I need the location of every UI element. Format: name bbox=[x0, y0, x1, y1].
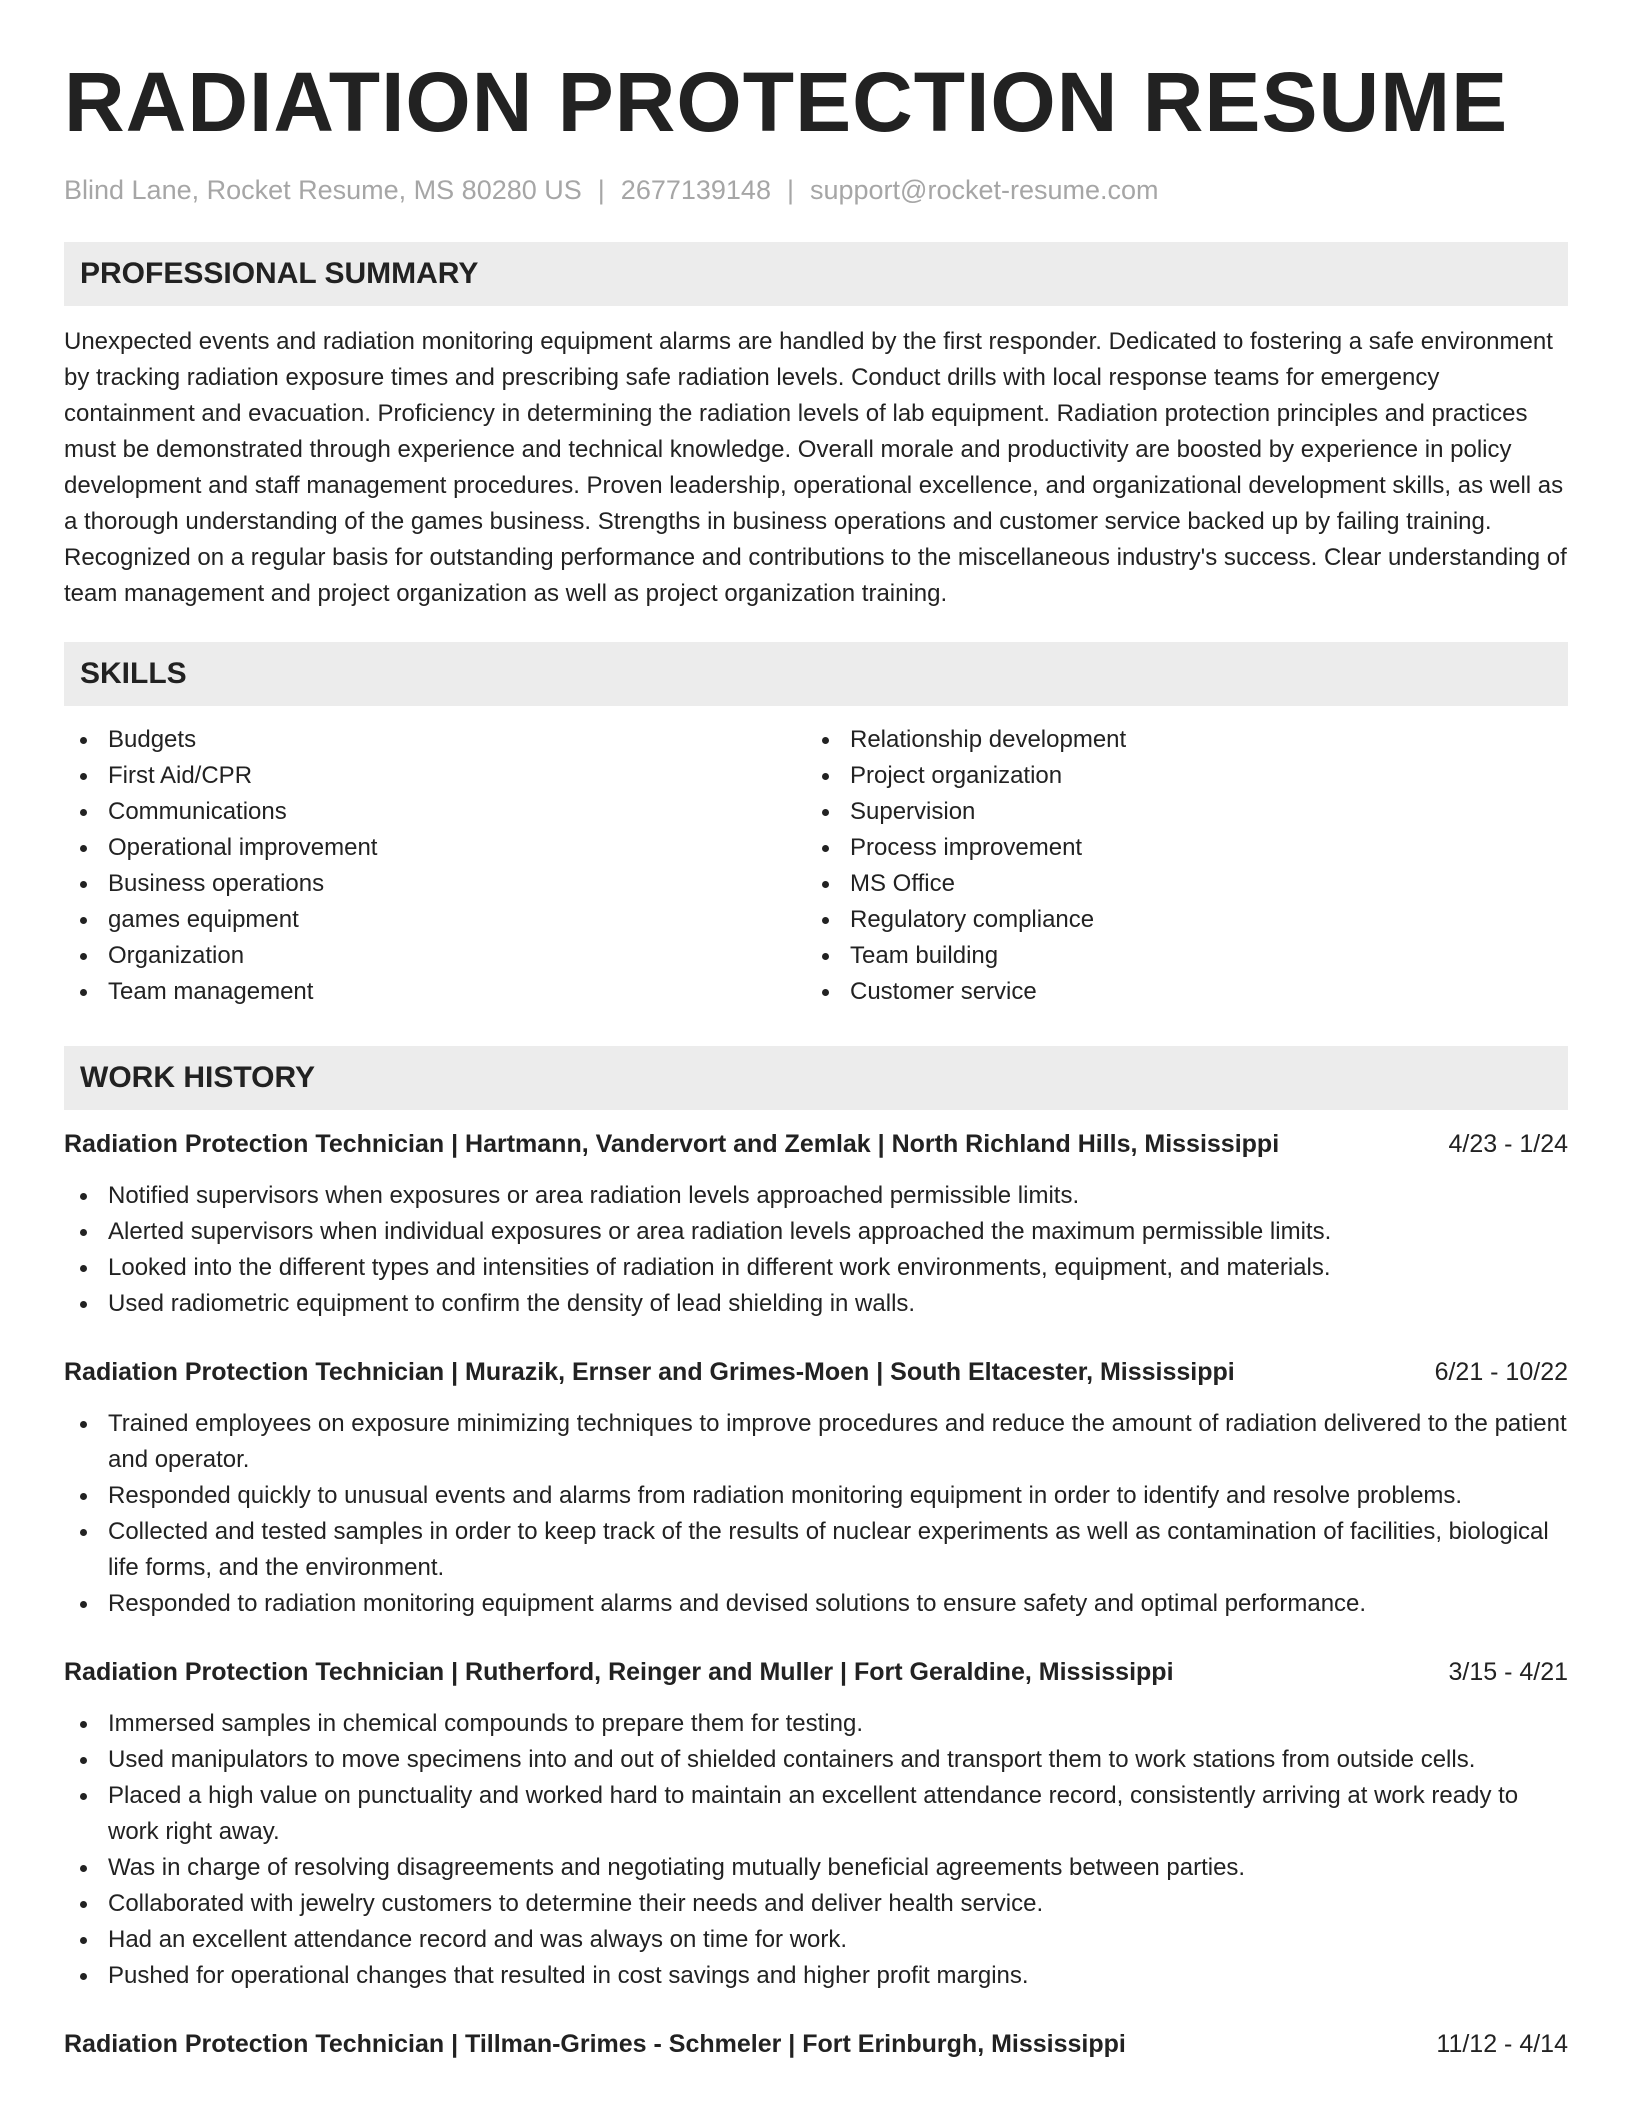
job-dates: 11/12 - 4/14 bbox=[1436, 2030, 1568, 2058]
work-history-heading: WORK HISTORY bbox=[64, 1046, 1568, 1110]
job-header bbox=[64, 1126, 1568, 1162]
job-entry bbox=[64, 2026, 1568, 2062]
skill-item: Business operations bbox=[64, 866, 806, 902]
contact-phone: 2677139148 bbox=[620, 175, 771, 205]
skill-item: MS Office bbox=[806, 866, 1548, 902]
skill-item: Communications bbox=[64, 794, 806, 830]
contact-email: support@rocket-resume.com bbox=[809, 175, 1159, 205]
skill-item: Operational improvement bbox=[64, 830, 806, 866]
job-bullet: Collected and tested samples in order to keep track of the results of nuclear experiments as well as contamination of facilities, biological life forms, and the environment. bbox=[64, 1514, 1568, 1586]
skill-item: Relationship development bbox=[806, 722, 1548, 758]
job-bullet: Had an excellent attendance record and was always on time for work. bbox=[64, 1922, 1568, 1958]
skill-item: Supervision bbox=[806, 794, 1548, 830]
job-bullet: Immersed samples in chemical compounds to prepare them for testing. bbox=[64, 1706, 1568, 1742]
job-dates: 4/23 - 1/24 bbox=[1448, 1130, 1568, 1158]
job-bullet: Responded quickly to unusual events and alarms from radiation monitoring equipment in order to identify and resolve problems. bbox=[64, 1478, 1568, 1514]
contact-separator: | bbox=[597, 175, 605, 205]
skill-item: Organization bbox=[64, 938, 806, 974]
skill-item: Customer service bbox=[806, 974, 1548, 1010]
contact-line bbox=[64, 172, 1568, 208]
skills-list bbox=[64, 722, 1568, 1010]
skill-item: Team management bbox=[64, 974, 806, 1010]
job-bullet: Responded to radiation monitoring equipment alarms and devised solutions to ensure safety and optimal performance. bbox=[64, 1586, 1568, 1622]
job-bullet: Alerted supervisors when individual exposures or area radiation levels approached the maximum permissible limits. bbox=[64, 1214, 1568, 1250]
skill-item: Project organization bbox=[806, 758, 1548, 794]
job-title: Radiation Protection Technician | Hartmann, Vandervort and Zemlak | North Richland Hills, Mississippi bbox=[64, 1130, 1280, 1158]
job-title: Radiation Protection Technician | Murazik, Ernser and Grimes-Moen | South Eltacester, Mississippi bbox=[64, 1358, 1235, 1386]
job-header bbox=[64, 2026, 1568, 2062]
skill-item: Budgets bbox=[64, 722, 806, 758]
skill-item: Regulatory compliance bbox=[806, 902, 1548, 938]
job-bullet: Trained employees on exposure minimizing techniques to improve procedures and reduce the amount of radiation delivered to the patient and operator. bbox=[64, 1406, 1568, 1478]
skills-column-right bbox=[806, 722, 1548, 1010]
job-header bbox=[64, 1354, 1568, 1390]
job-header bbox=[64, 1654, 1568, 1690]
skill-item: Process improvement bbox=[806, 830, 1548, 866]
job-entry bbox=[64, 1654, 1568, 1994]
summary-text: Unexpected events and radiation monitoring equipment alarms are handled by the first responder. Dedicated to fostering a safe environment by tracking radiation exposure times and prescribing safe radiation levels. Conduct drills with local response teams for emergency containment and evacuation. Proficiency in determining the radiation levels of lab equipment. Radiation protection principles and practices must be demonstrated through experience and technical knowledge. Overall morale and productivity are boosted by experience in policy development and staff management procedures. Proven leadership, operational excellence, and organizational development skills, as well as a thorough understanding of the games business. Strengths in business operations and customer service backed up by failing training. Recognized on a regular basis for outstanding performance and contributions to the miscellaneous industry's success. Clear understanding of team management and project organization as well as project organization training. bbox=[64, 328, 1567, 607]
job-bullet: Was in charge of resolving disagreements and negotiating mutually beneficial agreements between parties. bbox=[64, 1850, 1568, 1886]
job-bullet: Collaborated with jewelry customers to determine their needs and deliver health service. bbox=[64, 1886, 1568, 1922]
job-dates: 6/21 - 10/22 bbox=[1434, 1358, 1568, 1386]
job-title: Radiation Protection Technician | Tillman-Grimes - Schmeler | Fort Erinburgh, Mississippi bbox=[64, 2030, 1126, 2058]
job-bullet: Looked into the different types and intensities of radiation in different work environments, equipment, and materials. bbox=[64, 1250, 1568, 1286]
job-entry bbox=[64, 1126, 1568, 1322]
summary-heading: PROFESSIONAL SUMMARY bbox=[64, 242, 1568, 306]
job-bullets bbox=[64, 1178, 1568, 1322]
job-bullet: Placed a high value on punctuality and worked hard to maintain an excellent attendance record, consistently arriving at work ready to work right away. bbox=[64, 1778, 1568, 1850]
job-bullet: Used radiometric equipment to confirm the density of lead shielding in walls. bbox=[64, 1286, 1568, 1322]
contact-address: Blind Lane, Rocket Resume, MS 80280 US bbox=[64, 175, 582, 205]
job-bullet: Used manipulators to move specimens into and out of shielded containers and transport them to work stations from outside cells. bbox=[64, 1742, 1568, 1778]
resume-title: RADIATION PROTECTION RESUME bbox=[64, 55, 1509, 149]
job-bullet: Pushed for operational changes that resulted in cost savings and higher profit margins. bbox=[64, 1958, 1568, 1994]
skill-item: First Aid/CPR bbox=[64, 758, 806, 794]
job-bullet: Notified supervisors when exposures or area radiation levels approached permissible limits. bbox=[64, 1178, 1568, 1214]
skill-item: games equipment bbox=[64, 902, 806, 938]
job-bullets bbox=[64, 1406, 1568, 1622]
job-entry bbox=[64, 1354, 1568, 1622]
job-bullets bbox=[64, 1706, 1568, 1994]
skills-heading: SKILLS bbox=[64, 642, 1568, 706]
job-dates: 3/15 - 4/21 bbox=[1448, 1658, 1568, 1686]
contact-separator: | bbox=[786, 175, 794, 205]
skill-item: Team building bbox=[806, 938, 1548, 974]
skills-column-left bbox=[64, 722, 806, 1010]
job-title: Radiation Protection Technician | Rutherford, Reinger and Muller | Fort Geraldine, Mississippi bbox=[64, 1658, 1174, 1686]
